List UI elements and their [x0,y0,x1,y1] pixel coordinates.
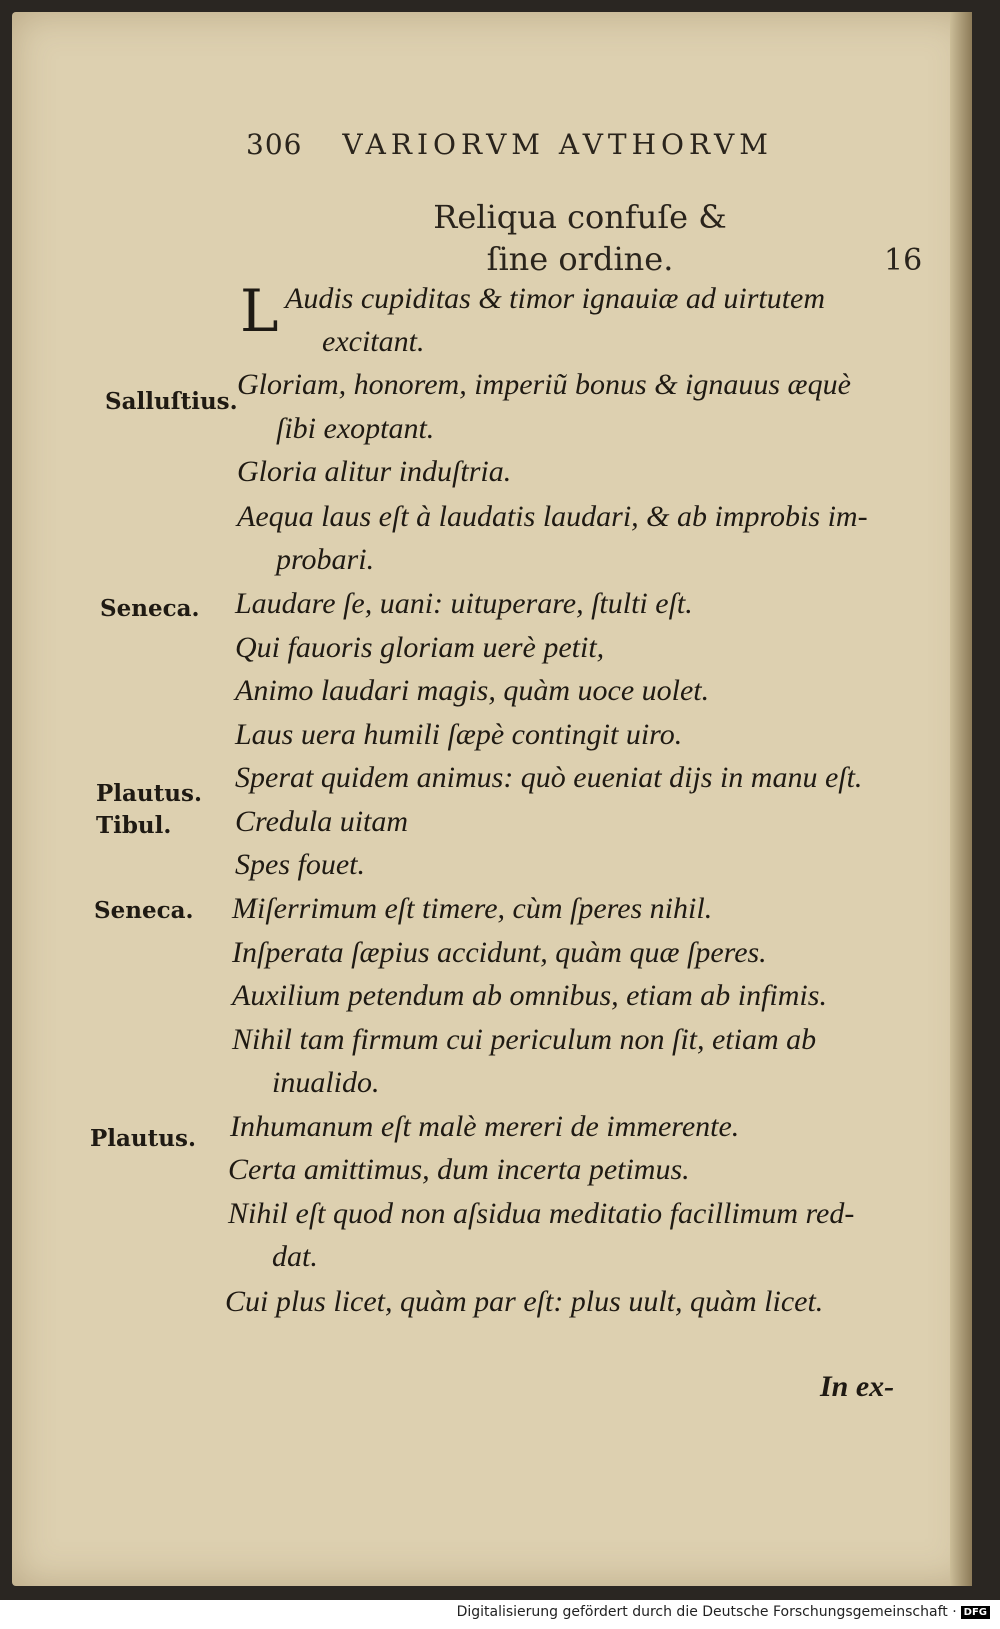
text-line: Laudare ſe, uani: uituperare, ſtulti eſt. [235,587,693,620]
margin-note: Salluſtius. [105,388,238,415]
text-line: Animo laudari magis, quàm uoce uolet. [235,674,710,707]
text-line: Cui plus licet, quàm par eſt: plus uult, quàm licet. [225,1285,824,1318]
margin-note: Seneca. [100,595,200,622]
drop-cap: L [240,277,279,345]
text-line: Gloriam, honorem, imperiũ bonus & ignauus æquè [237,368,851,401]
text-line: Laus uera humili ſæpè contingit uiro. [235,718,683,751]
text-line: Qui fauoris gloriam uerè petit, [235,631,605,664]
catchword: In ex- [820,1370,895,1403]
text-line: Credula uitam [235,805,409,838]
text-line: ſibi exoptant. [276,412,435,445]
text-line: Nihil eſt quod non aſsidua meditatio facillimum red- [228,1197,855,1230]
text-line: Inſperata ſæpius accidunt, quàm quæ ſperes. [232,936,767,969]
running-head [246,128,806,161]
section-title [370,196,790,280]
text-line: Aequa laus eſt à laudatis laudari, & ab improbis im- [237,500,868,533]
text-line: Audis cupiditas & timor ignauiæ ad uirtutem [285,282,826,315]
margin-note: Seneca. [94,897,194,924]
text-line: Inhumanum eſt malè mereri de immerente. [230,1110,740,1143]
text-line: dat. [272,1240,318,1273]
text-line: Sperat quidem animus: quò eueniat dijs in manu eſt. [235,761,863,794]
text-line: excitant. [322,325,425,358]
section-number: 16 [884,243,923,278]
footer [457,1604,990,1620]
text-line: Auxilium petendum ab omnibus, etiam ab infimis. [232,979,827,1012]
page-edge [950,12,972,1586]
text-line: Nihil tam firmum cui periculum non ſit, etiam ab [232,1023,817,1056]
running-title: VARIORVM AVTHORVM [342,128,773,161]
text-line: Spes fouet. [235,848,365,881]
margin-note: Plautus. [90,1125,196,1152]
page-number: 306 [246,128,303,161]
text-line: probari. [276,543,375,576]
text-line: Miſerrimum eſt timere, cùm ſperes nihil. [232,892,713,925]
margin-note: Tibul. [96,812,172,839]
section-title-line2: ſine ordine. [486,240,674,278]
text-line: Gloria alitur induſtria. [237,455,512,488]
footer-text: Digitalisierung gefördert durch die Deutsche Forschungsgemeinschaft · [456,1604,957,1620]
margin-note: Plautus. [96,780,202,807]
dfg-logo: DFG [961,1606,990,1619]
text-line: Certa amittimus, dum incerta petimus. [228,1153,690,1186]
text-line: inualido. [272,1066,380,1099]
section-title-line1: Reliqua confuſe & [433,198,727,236]
